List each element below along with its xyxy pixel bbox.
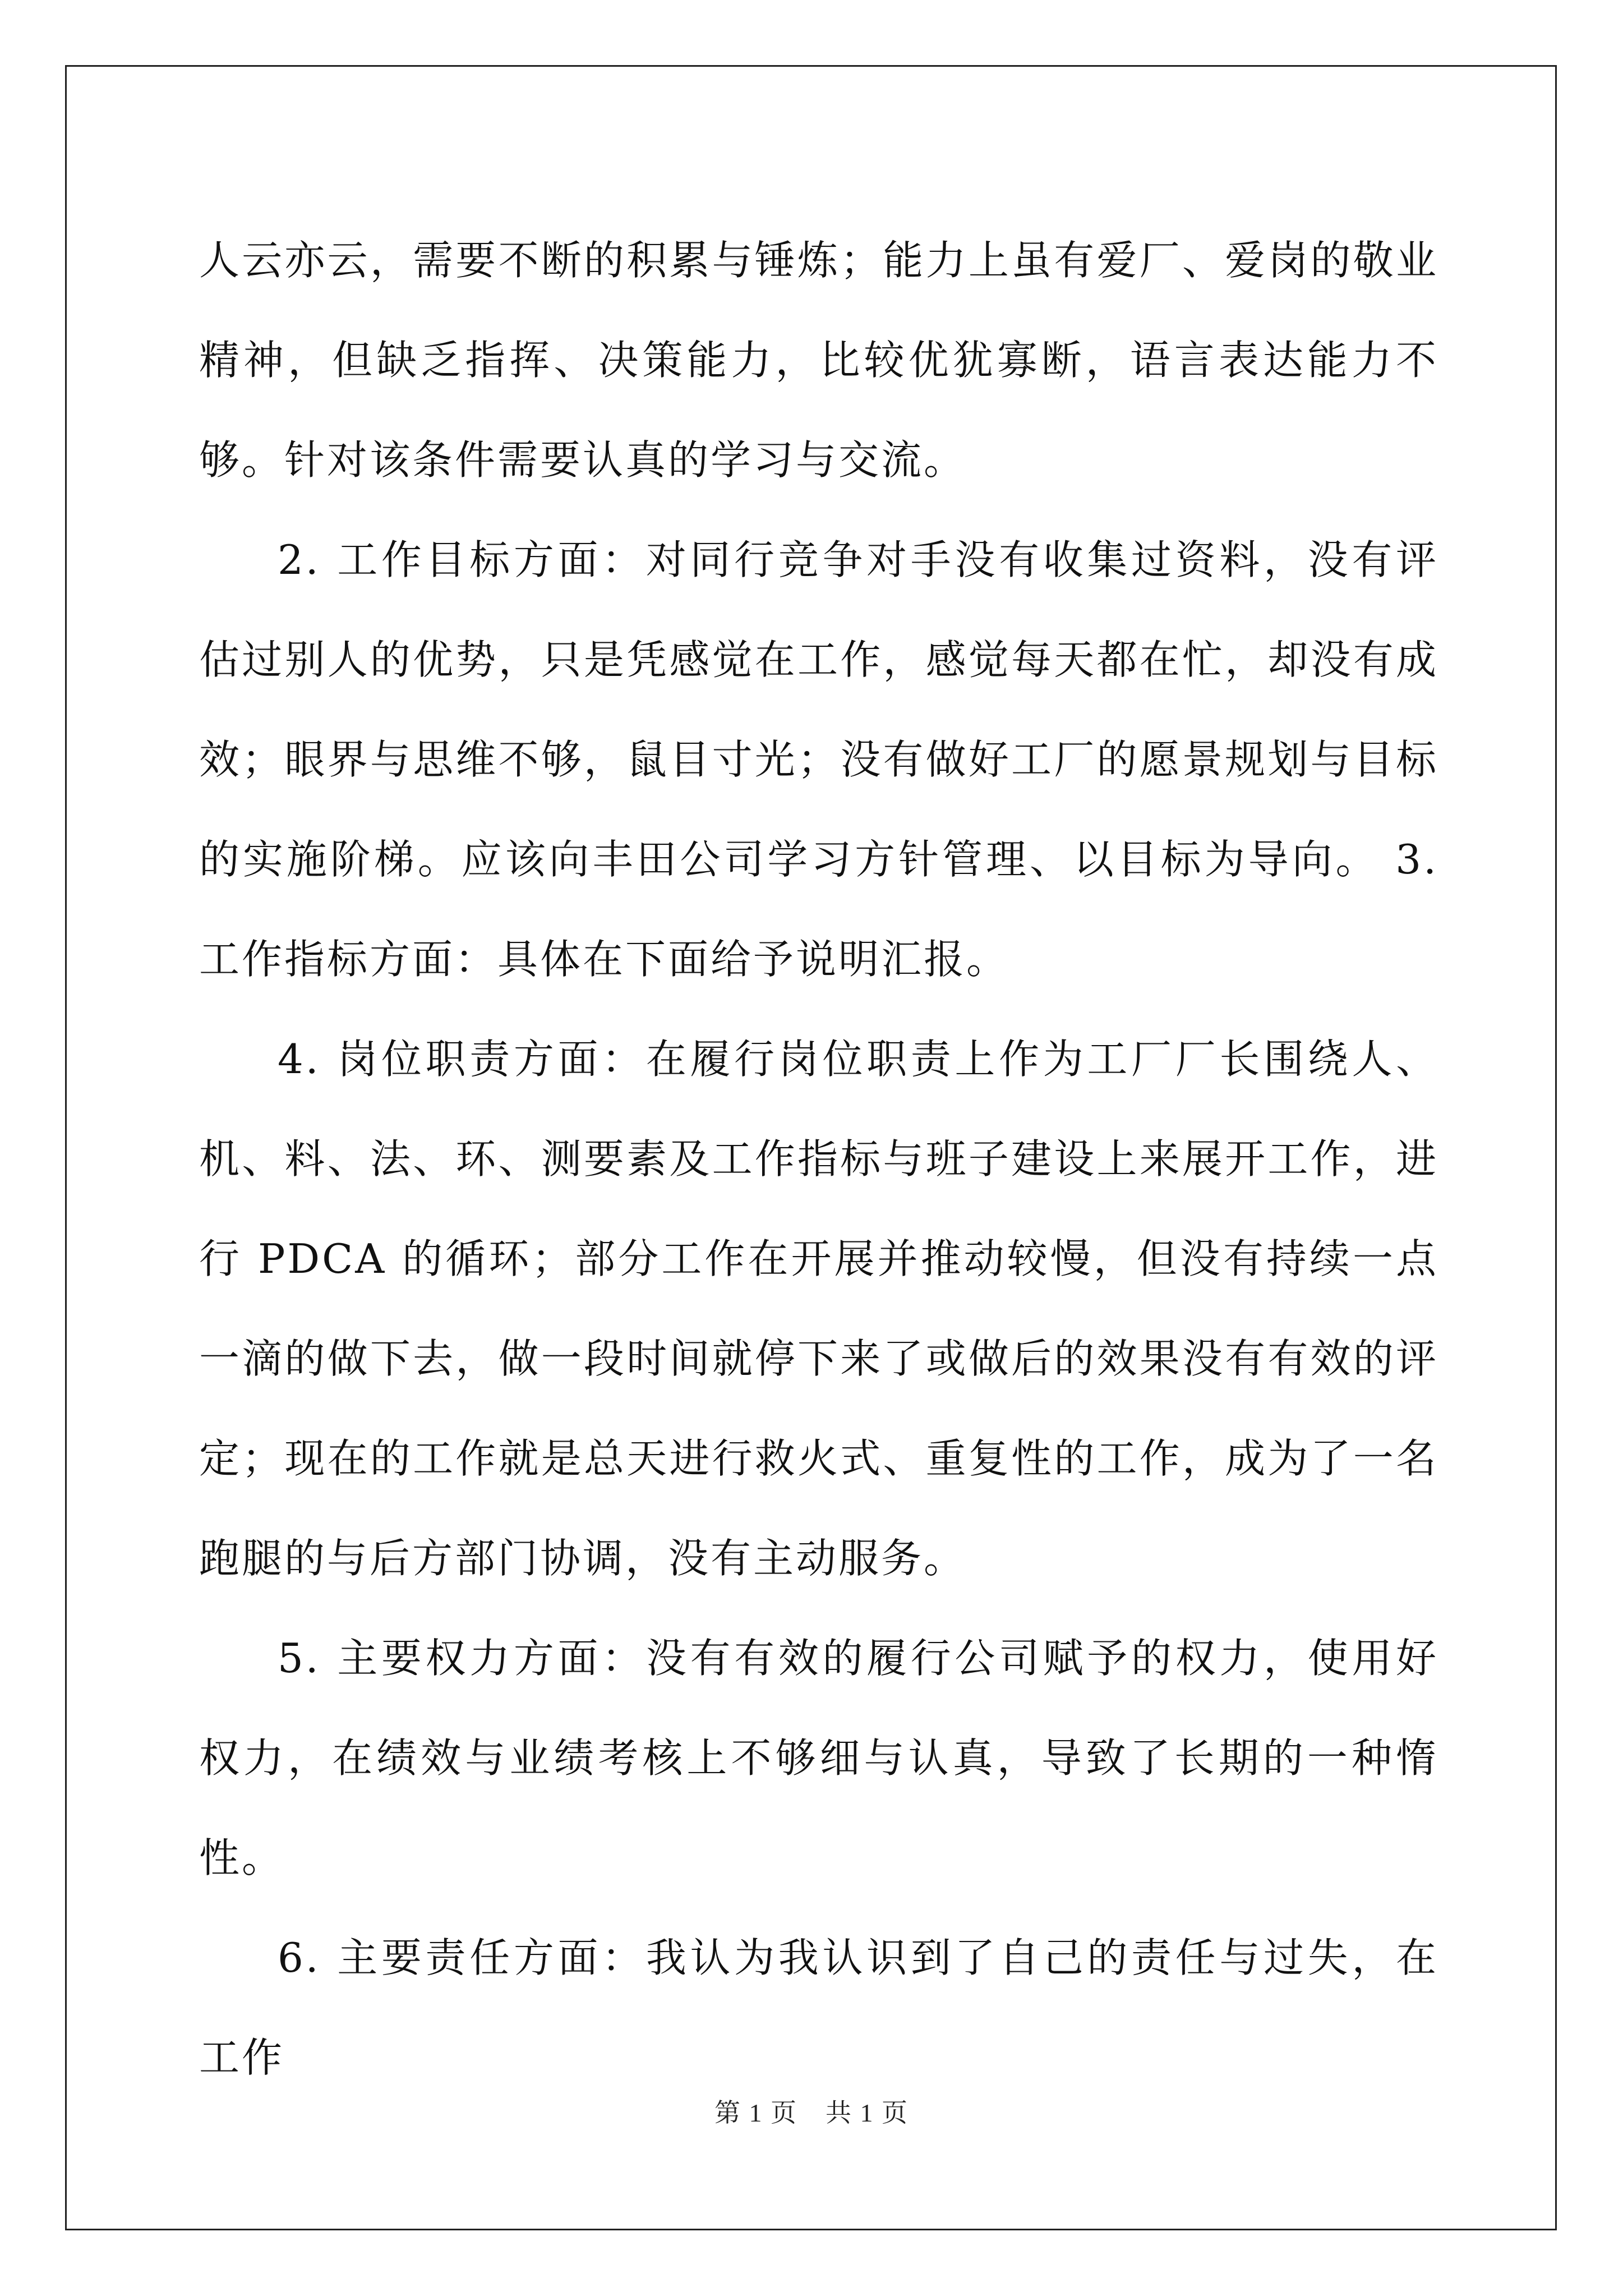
page-total: 共 1 页 — [826, 2099, 909, 2127]
paragraph-main-powers: 5. 主要权力方面：没有有效的履行公司赋予的权力，使用好权力，在绩效与业绩考核上不够细与认真，导致了长期的一种惰性。 — [199, 1635, 1438, 1881]
paragraph-continued: 人云亦云，需要不断的积累与锤炼；能力上虽有爱厂、爱岗的敬业精神，但缺乏指挥、决策能力，比较优犹寡断，语言表达能力不够。针对该条件需要认真的学习与交流。 — [199, 237, 1438, 484]
document-body — [199, 210, 1438, 2108]
paragraph-job-duties: 4. 岗位职责方面：在履行岗位职责上作为工厂厂长围绕人、机、料、法、环、测要素及工作指标与班子建设上来展开工作，进行 PDCA 的循环；部分工作在开展并推动较慢，但没有持续一点一滴的做下去，做一段时间就停下来了或做后的效果没有有效的评定；现在的工作就是总天进行救火式、重复性的工作，成为了一名跑腿的与后方部门协调，没有主动服务。 — [199, 1036, 1438, 1582]
page-number: 第 1 页 — [714, 2099, 797, 2127]
paragraph-work-goals: 2. 工作目标方面：对同行竞争对手没有收集过资料，没有评估过别人的优势，只是凭感觉在工作，感觉每天都在忙，却没有成效；眼界与思维不够，鼠目寸光；没有做好工厂的愿景规划与目标的实施阶梯。应该向丰田公司学习方针管理、以目标为导向。 3. 工作指标方面：具体在下面给予说明汇报。 — [199, 536, 1438, 983]
page-footer — [0, 2092, 1623, 2129]
paragraph-main-responsibilities: 6. 主要责任方面：我认为我认识到了自己的责任与过失，在工作 — [199, 1934, 1438, 2081]
